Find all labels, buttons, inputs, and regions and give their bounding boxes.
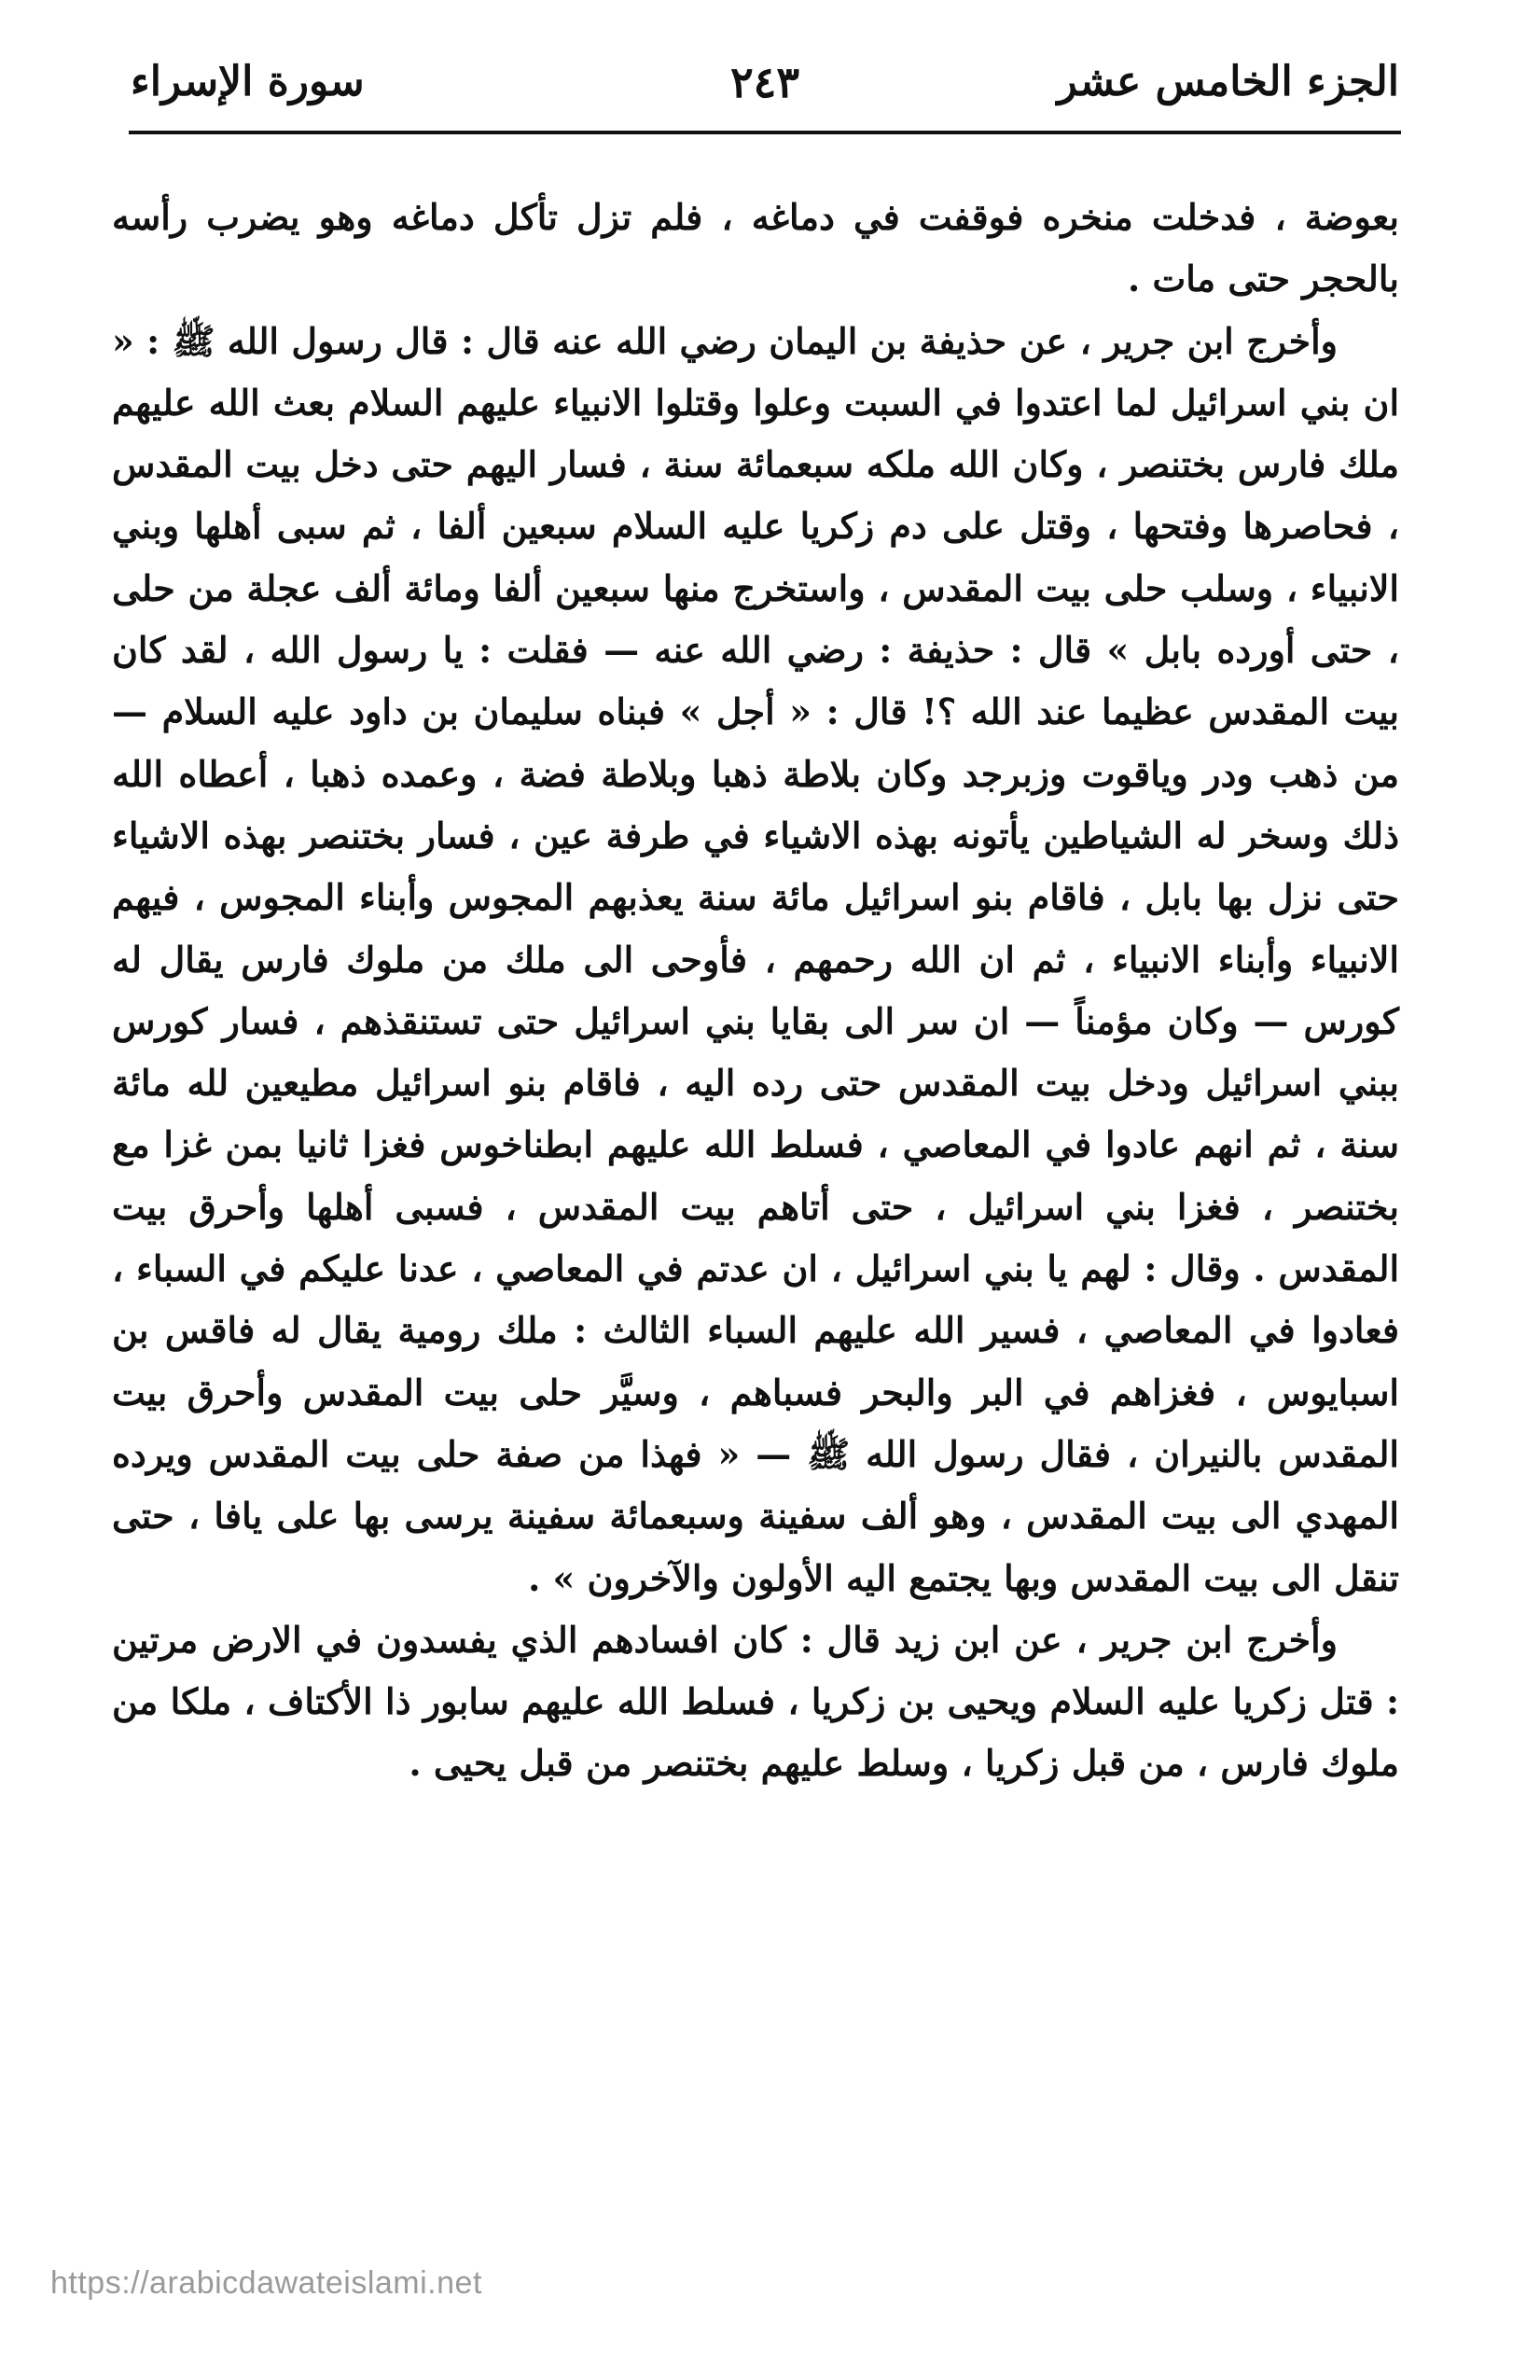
page-number: ٢٤٣ (729, 57, 800, 107)
paragraph-2: وأخرج ابن جرير ، عن حذيفة بن اليمان رضي الله عنه قال : قال رسول الله ﷺ : « ان بني اسرائيل لما اعتدوا في السبت وعلوا وقتلوا الانبياء عليهم السلام بعث الله عليهم ملك فارس بختنصر ، وكان الله ملكه سبعمائة سنة ، فسار اليهم حتى دخل بيت المقدس ، فحاصرها وفتحها ، وقتل على دم زكريا عليه السلام سبعين ألفا ، ثم سبى أهلها وبني الانبياء ، وسلب حلى بيت المقدس ، واستخرج منها سبعين ألفا ومائة ألف عجلة من حلى ، حتى أورده بابل » قال : حذيفة : رضي الله عنه — فقلت : يا رسول الله ، لقد كان بيت المقدس عظيما عند الله ؟! قال : « أجل » فبناه سليمان بن داود عليه السلام — من ذهب ودر وياقوت وزبرجد وكان بلاطة ذهبا وبلاطة فضة ، وعمده ذهبا ، أعطاه الله ذلك وسخر له الشياطين يأتونه بهذه الاشياء في طرفة عين ، فسار بختنصر بهذه الاشياء حتى نزل بها بابل ، فاقام بنو اسرائيل مائة سنة يعذبهم المجوس وأبناء المجوس ، فيهم الانبياء وأبناء الانبياء ، ثم ان الله رحمهم ، فأوحى الى ملك من ملوك فارس يقال له كورس — وكان مؤمناً — ان سر الى بقايا بني اسرائيل حتى تستنقذهم ، فسار كورس ببني اسرائيل ودخل بيت المقدس حتى رده اليه ، فاقام بنو اسرائيل مطيعين لله مائة سنة ، ثم انهم عادوا في المعاصي ، فسلط الله عليهم ابطناخوس فغزا ثانيا بمن غزا مع بختنصر ، فغزا بني اسرائيل ، حتى أتاهم بيت المقدس ، فسبى أهلها وأحرق بيت المقدس . وقال : لهم يا بني اسرائيل ، ان عدتم في المعاصي ، عدنا عليكم في السباء ، فعادوا في المعاصي ، فسير الله عليهم السباء الثالث : ملك رومية يقال له فاقس بن اسبايوس ، فغزاهم في البر والبحر فسباهم ، وسيَّر حلى بيت المقدس وأحرق بيت المقدس بالنيران ، فقال رسول الله ﷺ — « فهذا من صفة حلى بيت المقدس ويرده المهدي الى بيت المقدس ، وهو ألف سفينة وسبعمائة سفينة يرسى بها على يافا ، حتى تنقل الى بيت المقدس وبها يجتمع اليه الأولون والآخرون » . (112, 319, 1399, 1599)
running-header (131, 45, 1399, 119)
header-divider (129, 131, 1401, 134)
paragraph-1: بعوضة ، فدخلت منخره فوقفت في دماغه ، فلم تزل تأكل دماغه وهو يضرب رأسه بالحجر حتى مات . (112, 196, 1399, 300)
part-title: الجزء الخامس عشر (1057, 58, 1399, 105)
paragraph-3: وأخرج ابن جرير ، عن ابن زيد قال : كان افسادهم الذي يفسدون في الارض مرتين : قتل زكريا عليه السلام ويحيى بن زكريا ، فسلط الله عليهم سابور ذا الأكتاف ، ملكا من ملوك فارس ، من قبل زكريا ، وسلط عليهم بختنصر من قبل يحيى . (112, 1618, 1399, 1785)
watermark-url: https://arabicdawateislami.net (50, 2265, 482, 2301)
body-text (112, 187, 1399, 1795)
surah-title: سورة الإسراء (131, 58, 365, 105)
